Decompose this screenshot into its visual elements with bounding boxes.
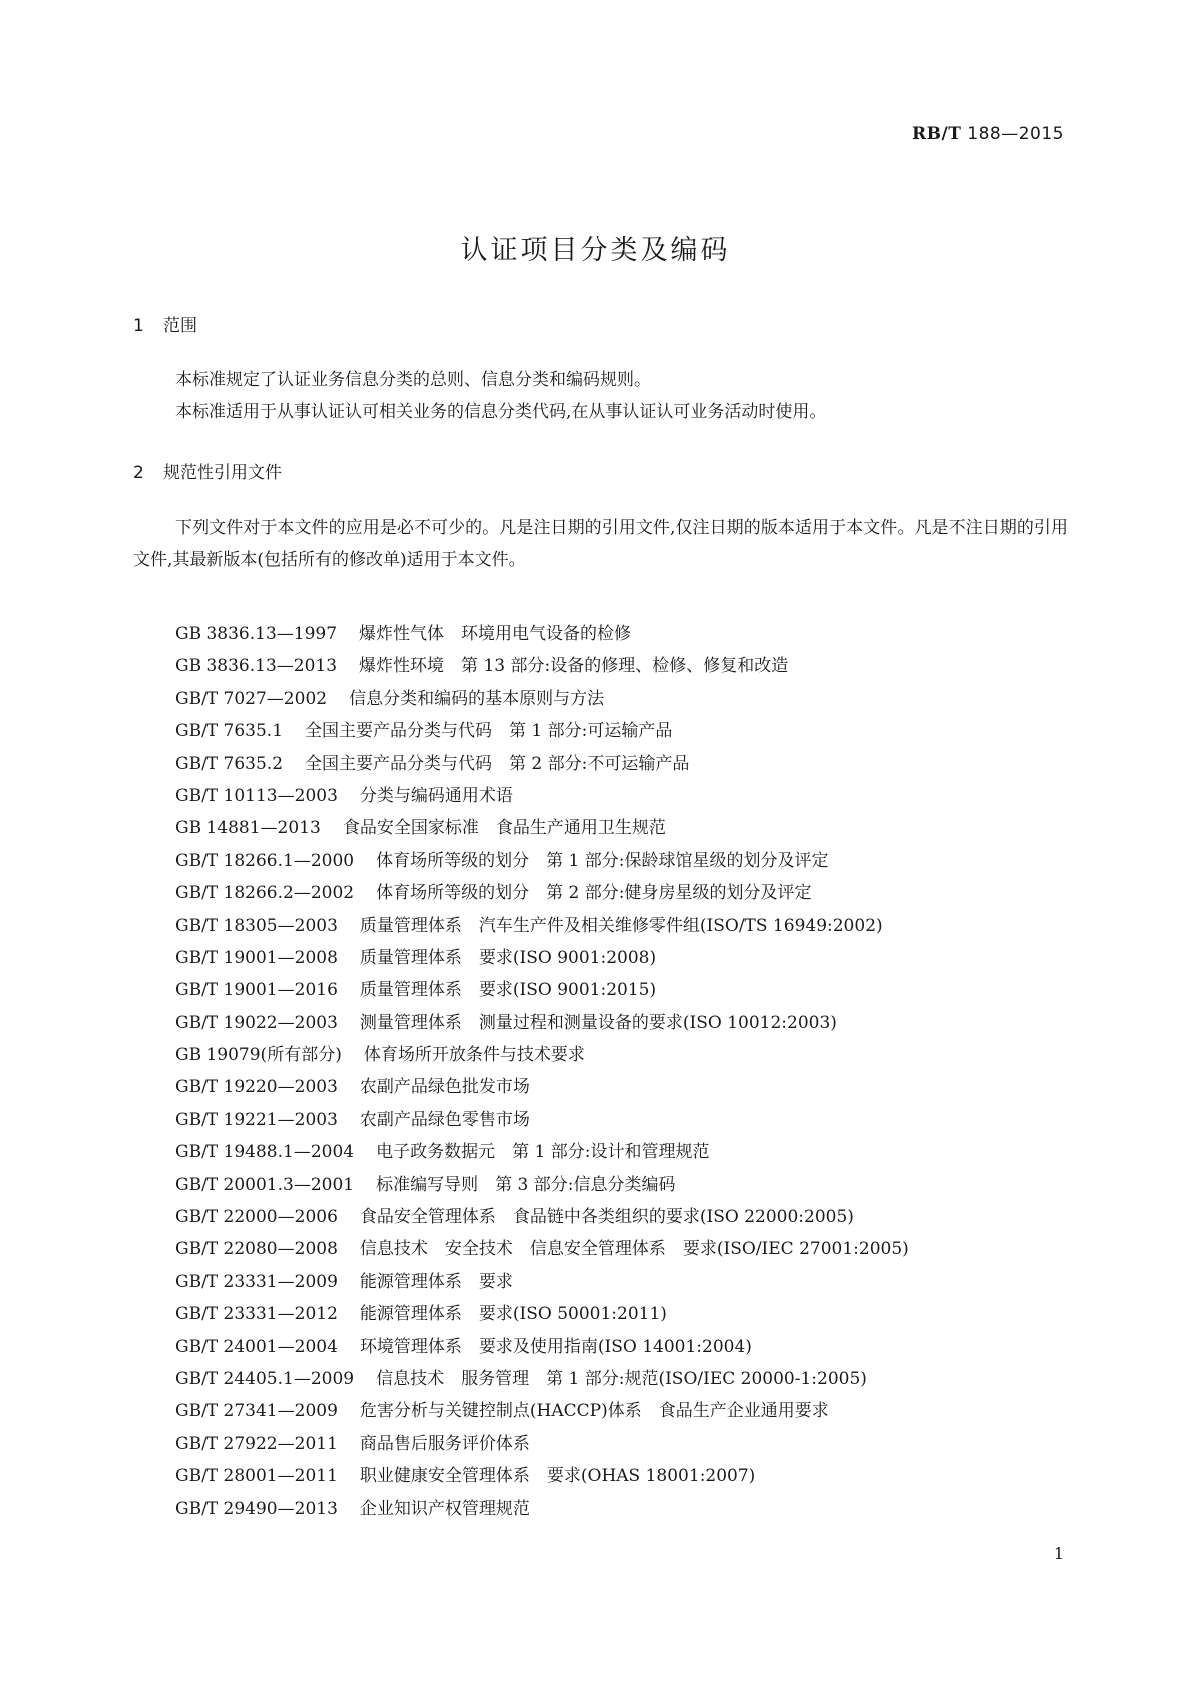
reference-item [175,845,909,877]
reference-code: GB/T 19488.1—2004 [175,1142,355,1163]
reference-code: GB/T 7027—2002 [175,688,328,709]
reference-title: 食品安全国家标准 食品生产通用卫生规范 [342,818,666,839]
reference-item [175,1136,909,1168]
reference-code: GB/T 20001.3—2001 [175,1174,355,1195]
reference-code: GB/T 27341—2009 [175,1401,338,1422]
reference-item [175,650,909,682]
reference-code: GB/T 24405.1—2009 [175,1368,355,1389]
reference-code: GB/T 19221—2003 [175,1109,338,1130]
reference-item [175,1266,909,1298]
reference-item [175,910,909,942]
reference-code: GB/T 7635.1 [175,721,284,742]
reference-title: 食品安全管理体系 食品链中各类组织的要求(ISO 22000:2005) [359,1207,854,1228]
reference-code: GB/T 18266.1—2000 [175,850,355,871]
reference-title: 信息分类和编码的基本原则与方法 [349,688,605,709]
section-heading-scope [133,311,197,336]
reference-title: 全国主要产品分类与代码 第 2 部分:不可运输产品 [305,753,690,774]
reference-title: 信息技术 服务管理 第 1 部分:规范(ISO/IEC 20000-1:2005) [376,1368,867,1389]
reference-title: 质量管理体系 汽车生产件及相关维修零件组(ISO/TS 16949:2002) [359,915,883,936]
reference-item [175,1493,909,1525]
reference-code: GB/T 23331—2009 [175,1271,338,1292]
section-title: 规范性引用文件 [163,463,282,483]
reference-title: 质量管理体系 要求(ISO 9001:2015) [359,980,657,1001]
reference-item [175,812,909,844]
reference-code: GB/T 23331—2012 [175,1304,338,1325]
standard-prefix: RB/T [912,124,962,144]
reference-item [175,877,909,909]
reference-code: GB/T 22080—2008 [175,1239,338,1260]
reference-item [175,748,909,780]
standard-code [912,124,1064,144]
reference-title: 环境管理体系 要求及使用指南(ISO 14001:2004) [359,1336,752,1357]
document-title: 认证项目分类及编码 [460,235,731,266]
reference-code: GB/T 19022—2003 [175,1012,338,1033]
reference-title: 职业健康安全管理体系 要求(OHAS 18001:2007) [359,1466,756,1487]
reference-item [175,1331,909,1363]
reference-item [175,780,909,812]
reference-title: 爆炸性气体 环境用电气设备的检修 [359,624,632,644]
reference-code: GB/T 7635.2 [175,753,284,774]
reference-title: 能源管理体系 要求 [359,1271,513,1292]
paragraph: 本标准规定了认证业务信息分类的总则、信息分类和编码规则。 [175,370,651,390]
reference-item [175,1071,909,1103]
reference-item [175,1104,909,1136]
reference-item [175,942,909,974]
reference-title: 企业知识产权管理规范 [359,1498,530,1519]
reference-item [175,1007,909,1039]
reference-list [175,618,909,1525]
reference-item [175,1428,909,1460]
reference-code: GB/T 18266.2—2002 [175,883,355,904]
reference-title: 测量管理体系 测量过程和测量设备的要求(ISO 10012:2003) [359,1012,837,1033]
reference-item [175,1201,909,1233]
reference-item [175,1363,909,1395]
reference-item [175,974,909,1006]
section-title: 范围 [163,316,197,336]
reference-title: 电子政务数据元 第 1 部分:设计和管理规范 [376,1142,710,1163]
reference-code: GB/T 18305—2003 [175,915,338,936]
reference-item [175,1298,909,1330]
reference-title: 体育场所开放条件与技术要求 [363,1045,585,1066]
reference-item [175,1460,909,1492]
reference-title: 能源管理体系 要求(ISO 50001:2011) [359,1304,667,1325]
paragraph: 下列文件对于本文件的应用是必不可少的。凡是注日期的引用文件,仅注日期的版本适用于本文件。凡是不注日期的引用文件,其最新版本(包括所有的修改单)适用于本文件。 [133,518,1068,570]
reference-item [175,618,909,650]
reference-code: GB 3836.13—2013 [175,656,338,677]
reference-code: GB/T 19001—2008 [175,947,338,968]
paragraph: 本标准适用于从事认证认可相关业务的信息分类代码,在从事认证认可业务活动时使用。 [175,402,827,422]
reference-title: 危害分析与关键控制点(HACCP)体系 食品生产企业通用要求 [359,1401,829,1422]
reference-title: 商品售后服务评价体系 [359,1433,530,1454]
reference-code: GB/T 28001—2011 [175,1466,338,1487]
reference-code: GB/T 24001—2004 [175,1336,338,1357]
reference-item [175,1169,909,1201]
reference-code: GB/T 19220—2003 [175,1077,338,1098]
reference-title: 体育场所等级的划分 第 2 部分:健身房星级的划分及评定 [376,883,812,904]
standard-number: 188—2015 [967,124,1064,144]
reference-item [175,683,909,715]
reference-item [175,1395,909,1427]
reference-code: GB/T 22000—2006 [175,1207,338,1228]
reference-code: GB/T 27922—2011 [175,1433,338,1454]
section-heading-normative-references [133,458,282,483]
reference-code: GB 19079(所有部分) [175,1045,342,1066]
reference-code: GB/T 10113—2003 [175,785,338,806]
page-number: 1 [1053,1544,1064,1563]
reference-title: 农副产品绿色批发市场 [359,1077,530,1098]
reference-code: GB 3836.13—1997 [175,624,338,644]
reference-code: GB/T 19001—2016 [175,980,338,1001]
reference-code: GB 14881—2013 [175,818,321,839]
reference-item [175,1233,909,1265]
reference-code: GB/T 29490—2013 [175,1498,338,1519]
reference-title: 爆炸性环境 第 13 部分:设备的修理、检修、修复和改造 [359,656,789,677]
reference-item [175,715,909,747]
reference-title: 全国主要产品分类与代码 第 1 部分:可运输产品 [305,721,673,742]
section-number: 2 [133,463,144,483]
section-number: 1 [133,316,144,336]
reference-title: 质量管理体系 要求(ISO 9001:2008) [359,947,657,968]
reference-title: 分类与编码通用术语 [359,785,513,806]
reference-item [175,1039,909,1071]
reference-title: 体育场所等级的划分 第 1 部分:保龄球馆星级的划分及评定 [376,850,829,871]
reference-title: 信息技术 安全技术 信息安全管理体系 要求(ISO/IEC 27001:2005) [359,1239,909,1260]
reference-title: 农副产品绿色零售市场 [359,1109,530,1130]
reference-title: 标准编写导则 第 3 部分:信息分类编码 [376,1174,676,1195]
